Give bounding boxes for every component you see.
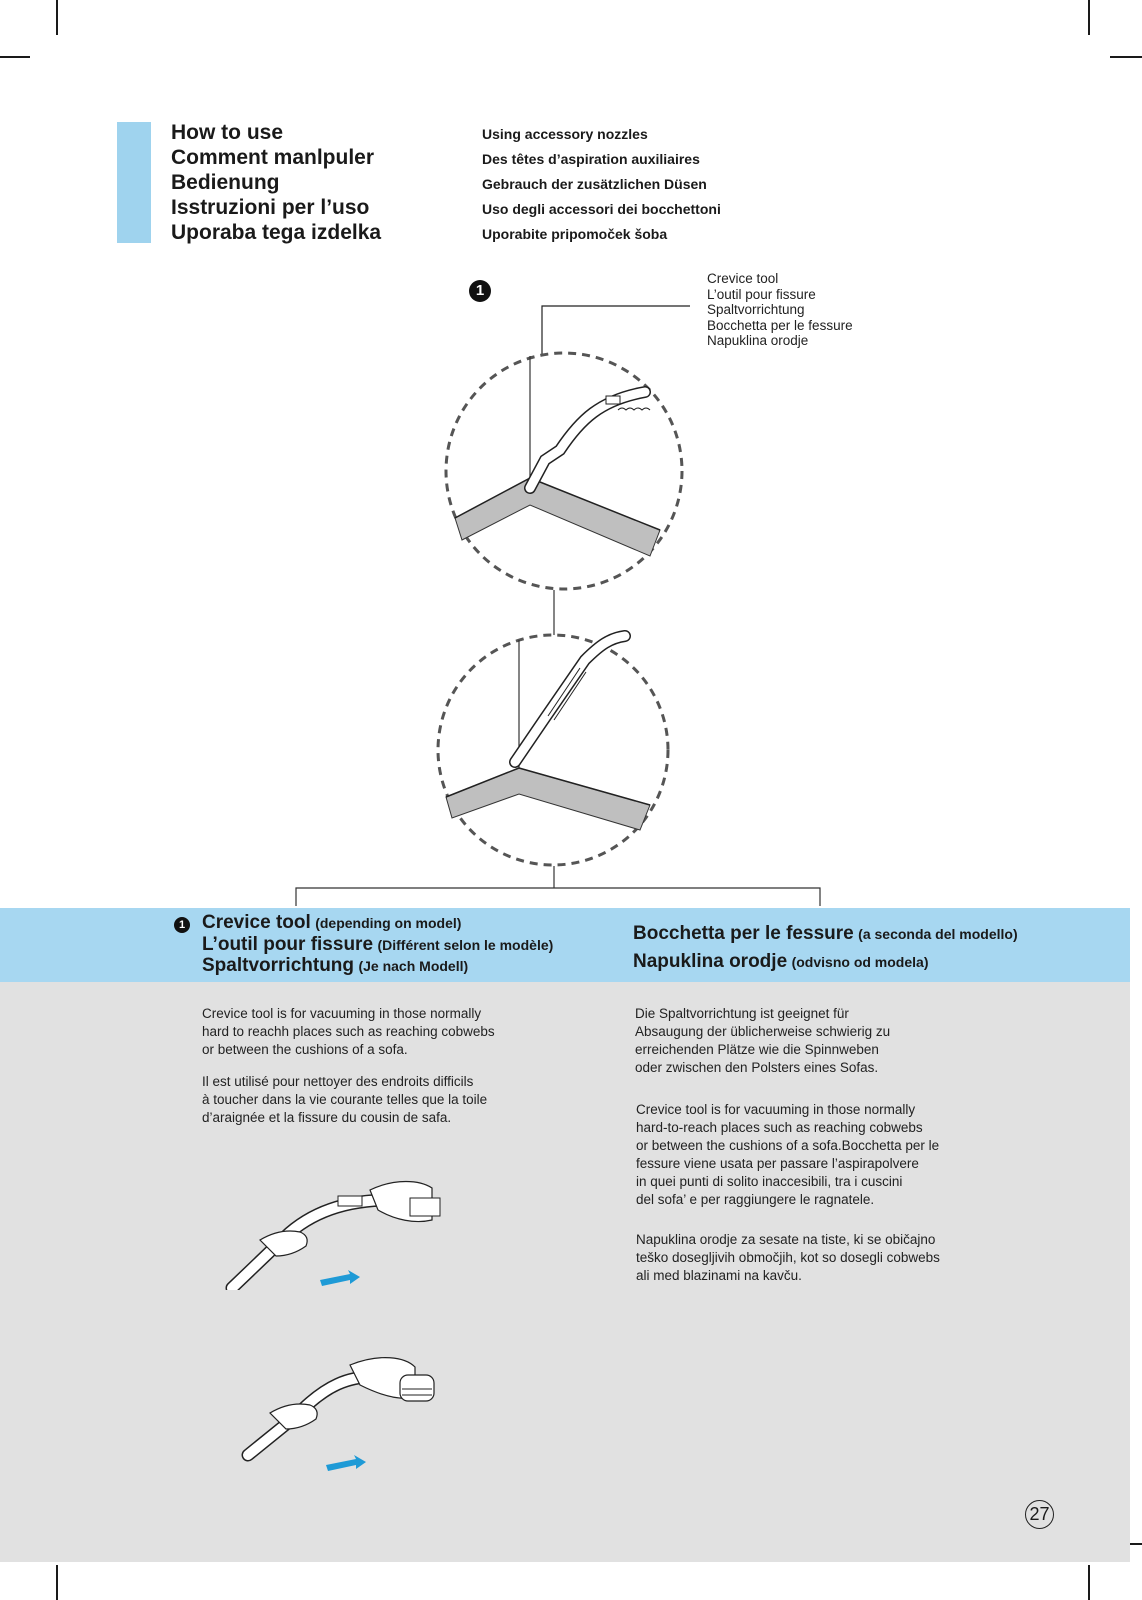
callout-line: Spaltvorrichtung bbox=[707, 302, 805, 318]
callout-line: Napuklina orodje bbox=[707, 333, 809, 349]
heading-line: Spaltvorrichtung (Je nach Modell) bbox=[202, 955, 469, 976]
section-heading-left bbox=[202, 912, 553, 977]
crop-mark bbox=[1088, 1565, 1090, 1600]
paragraph-german: Die Spaltvorrichtung ist geeignet für Absaugung der üblicherweise schwierig zu erreichenden Plätze wie die Spinnweben oder zwischen den Polsters eines Sofas. bbox=[635, 1006, 891, 1075]
corner-detail-top bbox=[446, 353, 682, 589]
hand-holding-tool-illustration bbox=[240, 1355, 470, 1475]
page-title: Bedienung bbox=[171, 171, 280, 194]
page-subtitle: Uporabite pripomoček šoba bbox=[482, 226, 668, 242]
paragraph-english: Crevice tool is for vacuuming in those normally hard to reachh places such as reaching cobwebs or between the cushions of a sofa. bbox=[202, 1006, 495, 1057]
page-title: Isstruzioni per l’uso bbox=[171, 196, 370, 219]
direction-arrow-icon bbox=[320, 1270, 360, 1286]
page-subtitle: Using accessory nozzles bbox=[482, 126, 648, 142]
section-heading-right bbox=[633, 920, 1018, 976]
page-title: How to use bbox=[171, 121, 284, 144]
paragraph-french: Il est utilisé pour nettoyer des endroits difficils à toucher dans la vie courante telles que la toile d’araignée et la fissure du cousin de safa. bbox=[202, 1074, 488, 1125]
callout-line: Bocchetta per le fessure bbox=[707, 317, 853, 333]
paragraph-slovenian: Napuklina orodje za sesate na tiste, ki se običajno teško dosegljivih območjih, kot so dosegli cobwebs ali med blazinami na kavču. bbox=[636, 1232, 940, 1283]
paragraph-italian: Crevice tool is for vacuuming in those normally hard-to-reach places such as reaching cobwebs or between the cushions of a sofa.Bocchetta per le fessure viene usata per passare l’aspirapolvere in quei punti di solito inaccesibili, tra i cuscini del sofa’ e per raggiungere le ragnatele. bbox=[636, 1102, 940, 1207]
page-title: Uporaba tega izdelka bbox=[171, 221, 382, 244]
heading-line: L’outil pour fissure (Différent selon le modèle) bbox=[202, 934, 554, 955]
page-subtitle: Uso degli accessori dei bocchettoni bbox=[482, 201, 721, 217]
hand-attaching-tool-illustration bbox=[220, 1180, 460, 1290]
callout-line: L’outil pour fissure bbox=[707, 286, 816, 302]
page-number: 27 bbox=[1025, 1500, 1054, 1529]
heading-line: Crevice tool (depending on model) bbox=[202, 912, 462, 933]
direction-arrow-icon bbox=[326, 1455, 366, 1471]
figure-marker: 1 bbox=[469, 280, 491, 302]
page-title: Comment manlpuler bbox=[171, 146, 375, 169]
page-subtitle: Gebrauch der zusätzlichen Düsen bbox=[482, 176, 707, 192]
crop-mark bbox=[56, 1565, 58, 1600]
callout-line: Crevice tool bbox=[707, 271, 779, 286]
corner-detail-bottom bbox=[438, 635, 668, 865]
page-subtitle: Des têtes d’aspiration auxiliaires bbox=[482, 151, 700, 167]
section-marker: 1 bbox=[174, 917, 190, 933]
heading-line: Napuklina orodje (odvisno od modela) bbox=[633, 951, 929, 972]
heading-line: Bocchetta per le fessure (a seconda del modello) bbox=[633, 923, 1018, 944]
